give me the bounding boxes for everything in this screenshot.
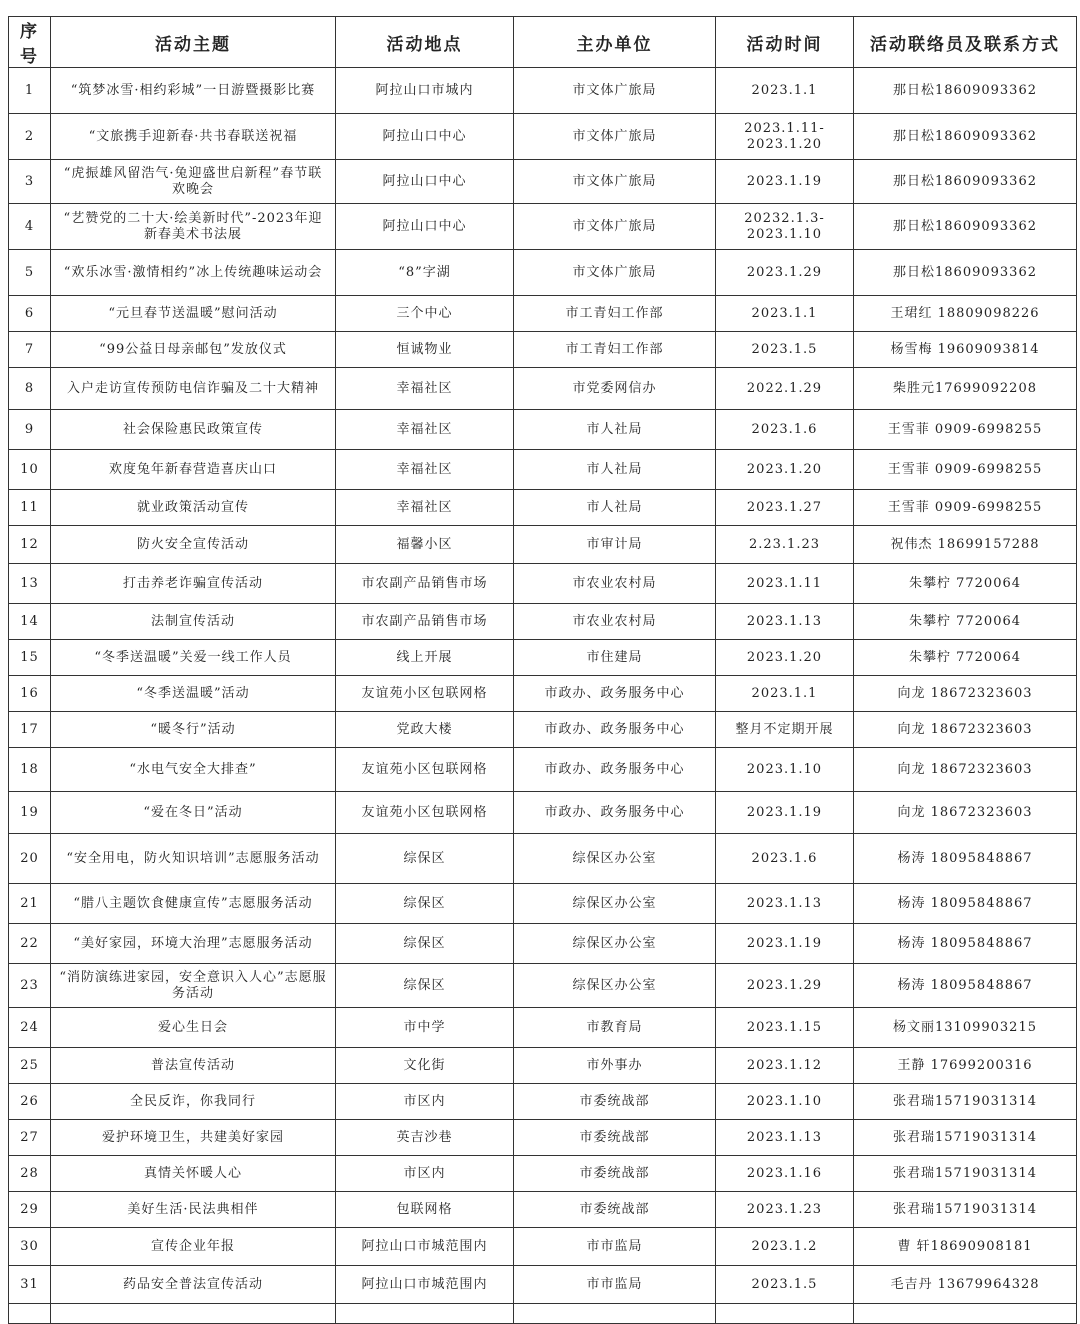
activity-contact: 曹 轩18690908181 — [854, 1228, 1077, 1266]
table-row — [9, 604, 1077, 640]
table-row — [9, 1084, 1077, 1120]
activity-time: 2022.1.29 — [716, 368, 854, 410]
activity-contact: 张君瑞15719031314 — [854, 1192, 1077, 1228]
activity-organizer: 市教育局 — [514, 1008, 716, 1048]
activity-organizer: 市政办、政务服务中心 — [514, 676, 716, 712]
activity-theme: 药品安全普法宣传活动 — [51, 1266, 336, 1304]
empty-cell — [336, 1304, 514, 1324]
activity-contact: 向龙 18672323603 — [854, 792, 1077, 834]
activity-theme: 全民反诈，你我同行 — [51, 1084, 336, 1120]
row-number: 12 — [9, 526, 51, 564]
activity-contact: 杨文丽13109903215 — [854, 1008, 1077, 1048]
row-number: 23 — [9, 964, 51, 1008]
activity-organizer: 市市监局 — [514, 1266, 716, 1304]
table-row — [9, 368, 1077, 410]
activity-organizer: 综保区办公室 — [514, 834, 716, 884]
activity-organizer: 市党委网信办 — [514, 368, 716, 410]
activity-organizer: 市文体广旅局 — [514, 160, 716, 204]
activity-theme: 法制宣传活动 — [51, 604, 336, 640]
activity-theme: “虎振雄风留浩气·兔迎盛世启新程”春节联欢晚会 — [51, 160, 336, 204]
activity-time: 2023.1.23 — [716, 1192, 854, 1228]
activity-contact: 祝伟杰 18699157288 — [854, 526, 1077, 564]
header-organizer: 主办单位 — [514, 17, 716, 68]
activity-organizer: 市委统战部 — [514, 1156, 716, 1192]
row-number: 16 — [9, 676, 51, 712]
empty-cell — [51, 1304, 336, 1324]
activity-theme: “筑梦冰雪·相约彩城”一日游暨摄影比赛 — [51, 68, 336, 114]
activity-contact: 杨涛 18095848867 — [854, 884, 1077, 924]
row-number: 19 — [9, 792, 51, 834]
activity-contact: 杨涛 18095848867 — [854, 964, 1077, 1008]
row-number: 9 — [9, 410, 51, 450]
activity-theme: 美好生活·民法典相伴 — [51, 1192, 336, 1228]
activity-time: 2023.1.13 — [716, 884, 854, 924]
activity-theme: “冬季送温暖”关爱一线工作人员 — [51, 640, 336, 676]
activity-organizer: 市政办、政务服务中心 — [514, 712, 716, 748]
activity-location: 幸福社区 — [336, 490, 514, 526]
activity-theme: “冬季送温暖”活动 — [51, 676, 336, 712]
row-number: 22 — [9, 924, 51, 964]
activity-contact: 那日松18609093362 — [854, 114, 1077, 160]
activity-time: 20232.1.3-2023.1.10 — [716, 204, 854, 250]
activity-location: 市农副产品销售市场 — [336, 564, 514, 604]
activity-time: 2023.1.5 — [716, 332, 854, 368]
table-row — [9, 204, 1077, 250]
activity-time: 2023.1.11 — [716, 564, 854, 604]
activity-contact: 王静 17699200316 — [854, 1048, 1077, 1084]
activity-theme: “99公益日母亲邮包”发放仪式 — [51, 332, 336, 368]
activity-location: 综保区 — [336, 924, 514, 964]
activity-location: 阿拉山口中心 — [336, 204, 514, 250]
table-row — [9, 1008, 1077, 1048]
activity-theme: 就业政策活动宣传 — [51, 490, 336, 526]
empty-cell — [854, 1304, 1077, 1324]
activity-time: 整月不定期开展 — [716, 712, 854, 748]
activity-contact: 向龙 18672323603 — [854, 748, 1077, 792]
table-row-partial — [9, 1304, 1077, 1324]
activity-contact: 那日松18609093362 — [854, 68, 1077, 114]
table-row — [9, 490, 1077, 526]
activity-location: 文化街 — [336, 1048, 514, 1084]
activity-contact: 毛吉丹 13679964328 — [854, 1266, 1077, 1304]
row-number: 20 — [9, 834, 51, 884]
activity-time: 2023.1.27 — [716, 490, 854, 526]
activity-time: 2023.1.1 — [716, 676, 854, 712]
activity-theme: 欢度兔年新春营造喜庆山口 — [51, 450, 336, 490]
row-number: 15 — [9, 640, 51, 676]
row-number: 27 — [9, 1120, 51, 1156]
activity-location: “8”字湖 — [336, 250, 514, 296]
header-no: 序号 — [9, 17, 51, 68]
table-row — [9, 68, 1077, 114]
activity-schedule-table — [8, 16, 1077, 1324]
activity-time: 2023.1.29 — [716, 964, 854, 1008]
activity-location: 阿拉山口市城范围内 — [336, 1228, 514, 1266]
activity-theme: “美好家园，环境大治理”志愿服务活动 — [51, 924, 336, 964]
activity-organizer: 市文体广旅局 — [514, 114, 716, 160]
activity-contact: 杨雪梅 19609093814 — [854, 332, 1077, 368]
activity-theme: 爱心生日会 — [51, 1008, 336, 1048]
row-number: 26 — [9, 1084, 51, 1120]
activity-organizer: 综保区办公室 — [514, 884, 716, 924]
table-row — [9, 748, 1077, 792]
activity-location: 三个中心 — [336, 296, 514, 332]
activity-time: 2023.1.10 — [716, 748, 854, 792]
activity-time: 2023.1.15 — [716, 1008, 854, 1048]
activity-location: 英吉沙巷 — [336, 1120, 514, 1156]
activity-contact: 柴胜元17699092208 — [854, 368, 1077, 410]
activity-location: 市中学 — [336, 1008, 514, 1048]
row-number: 31 — [9, 1266, 51, 1304]
row-number: 14 — [9, 604, 51, 640]
table-row — [9, 526, 1077, 564]
activity-contact: 杨涛 18095848867 — [854, 924, 1077, 964]
activity-time: 2023.1.20 — [716, 450, 854, 490]
activity-location: 友谊苑小区包联网格 — [336, 748, 514, 792]
activity-time: 2023.1.19 — [716, 924, 854, 964]
activity-organizer: 市文体广旅局 — [514, 204, 716, 250]
row-number: 25 — [9, 1048, 51, 1084]
activity-theme: 爱护环境卫生，共建美好家园 — [51, 1120, 336, 1156]
activity-time: 2023.1.16 — [716, 1156, 854, 1192]
activity-organizer: 市政办、政务服务中心 — [514, 748, 716, 792]
row-number: 10 — [9, 450, 51, 490]
activity-time: 2023.1.10 — [716, 1084, 854, 1120]
activity-organizer: 市文体广旅局 — [514, 250, 716, 296]
row-number: 11 — [9, 490, 51, 526]
row-number: 5 — [9, 250, 51, 296]
activity-organizer: 市审计局 — [514, 526, 716, 564]
activity-location: 市区内 — [336, 1156, 514, 1192]
table-row — [9, 676, 1077, 712]
table-row — [9, 250, 1077, 296]
header-theme: 活动主题 — [51, 17, 336, 68]
activity-location: 阿拉山口中心 — [336, 114, 514, 160]
activity-organizer: 市工青妇工作部 — [514, 332, 716, 368]
activity-organizer: 市委统战部 — [514, 1120, 716, 1156]
activity-contact: 向龙 18672323603 — [854, 676, 1077, 712]
table-row — [9, 640, 1077, 676]
row-number: 8 — [9, 368, 51, 410]
activity-organizer: 市住建局 — [514, 640, 716, 676]
activity-time: 2023.1.2 — [716, 1228, 854, 1266]
table-row — [9, 410, 1077, 450]
activity-contact: 张君瑞15719031314 — [854, 1156, 1077, 1192]
activity-time: 2023.1.5 — [716, 1266, 854, 1304]
table-row — [9, 1120, 1077, 1156]
activity-time: 2023.1.1 — [716, 296, 854, 332]
activity-organizer: 市人社局 — [514, 410, 716, 450]
table-row — [9, 450, 1077, 490]
row-number: 1 — [9, 68, 51, 114]
activity-theme: 防火安全宣传活动 — [51, 526, 336, 564]
activity-time: 2023.1.12 — [716, 1048, 854, 1084]
activity-organizer: 市农业农村局 — [514, 604, 716, 640]
activity-location: 综保区 — [336, 834, 514, 884]
table-row — [9, 564, 1077, 604]
table-row — [9, 160, 1077, 204]
activity-theme: “水电气安全大排查” — [51, 748, 336, 792]
table-row — [9, 1156, 1077, 1192]
table-row — [9, 924, 1077, 964]
row-number: 30 — [9, 1228, 51, 1266]
activity-organizer: 综保区办公室 — [514, 964, 716, 1008]
activity-contact: 朱攀柠 7720064 — [854, 604, 1077, 640]
activity-organizer: 市农业农村局 — [514, 564, 716, 604]
activity-location: 线上开展 — [336, 640, 514, 676]
table-row — [9, 834, 1077, 884]
table-row — [9, 964, 1077, 1008]
row-number: 6 — [9, 296, 51, 332]
activity-theme: 入户走访宣传预防电信诈骗及二十大精神 — [51, 368, 336, 410]
activity-organizer: 市文体广旅局 — [514, 68, 716, 114]
activity-theme: 打击养老诈骗宣传活动 — [51, 564, 336, 604]
activity-time: 2023.1.29 — [716, 250, 854, 296]
row-number: 29 — [9, 1192, 51, 1228]
activity-location: 幸福社区 — [336, 450, 514, 490]
activity-theme: “安全用电，防火知识培训”志愿服务活动 — [51, 834, 336, 884]
activity-contact: 那日松18609093362 — [854, 204, 1077, 250]
header-location: 活动地点 — [336, 17, 514, 68]
table-row — [9, 296, 1077, 332]
activity-organizer: 市政办、政务服务中心 — [514, 792, 716, 834]
empty-cell — [9, 1304, 51, 1324]
activity-contact: 向龙 18672323603 — [854, 712, 1077, 748]
activity-theme: 普法宣传活动 — [51, 1048, 336, 1084]
activity-organizer: 市市监局 — [514, 1228, 716, 1266]
activity-time: 2023.1.13 — [716, 1120, 854, 1156]
activity-theme: “元旦春节送温暖”慰问活动 — [51, 296, 336, 332]
empty-cell — [514, 1304, 716, 1324]
activity-location: 恒诚物业 — [336, 332, 514, 368]
activity-contact: 王雪菲 0909-6998255 — [854, 450, 1077, 490]
activity-contact: 朱攀柠 7720064 — [854, 640, 1077, 676]
activity-contact: 张君瑞15719031314 — [854, 1084, 1077, 1120]
table-row — [9, 1228, 1077, 1266]
activity-organizer: 市委统战部 — [514, 1192, 716, 1228]
activity-organizer: 市工青妇工作部 — [514, 296, 716, 332]
activity-location: 党政大楼 — [336, 712, 514, 748]
activity-time: 2023.1.1 — [716, 68, 854, 114]
activity-location: 包联网格 — [336, 1192, 514, 1228]
table-row — [9, 884, 1077, 924]
activity-time: 2.23.1.23 — [716, 526, 854, 564]
activity-organizer: 市人社局 — [514, 490, 716, 526]
activity-organizer: 综保区办公室 — [514, 924, 716, 964]
empty-cell — [716, 1304, 854, 1324]
header-contact: 活动联络员及联系方式 — [854, 17, 1077, 68]
activity-organizer: 市外事办 — [514, 1048, 716, 1084]
activity-theme: “欢乐冰雪·激情相约”冰上传统趣味运动会 — [51, 250, 336, 296]
activity-time: 2023.1.6 — [716, 834, 854, 884]
table-row — [9, 1192, 1077, 1228]
activity-contact: 张君瑞15719031314 — [854, 1120, 1077, 1156]
activity-theme: “腊八主题饮食健康宣传”志愿服务活动 — [51, 884, 336, 924]
row-number: 7 — [9, 332, 51, 368]
activity-contact: 杨涛 18095848867 — [854, 834, 1077, 884]
activity-contact: 王珺红 18809098226 — [854, 296, 1077, 332]
activity-theme: 真情关怀暖人心 — [51, 1156, 336, 1192]
activity-contact: 朱攀柠 7720064 — [854, 564, 1077, 604]
table-row — [9, 1266, 1077, 1304]
table-row — [9, 1048, 1077, 1084]
row-number: 3 — [9, 160, 51, 204]
activity-contact: 那日松18609093362 — [854, 160, 1077, 204]
activity-time: 2023.1.6 — [716, 410, 854, 450]
activity-location: 市区内 — [336, 1084, 514, 1120]
activity-organizer: 市人社局 — [514, 450, 716, 490]
row-number: 18 — [9, 748, 51, 792]
activity-organizer: 市委统战部 — [514, 1084, 716, 1120]
row-number: 21 — [9, 884, 51, 924]
activity-time: 2023.1.19 — [716, 160, 854, 204]
activity-theme: “艺赞党的二十大·绘美新时代”-2023年迎新春美术书法展 — [51, 204, 336, 250]
activity-time: 2023.1.13 — [716, 604, 854, 640]
activity-theme: “文旅携手迎新春·共书春联送祝福 — [51, 114, 336, 160]
activity-theme: 社会保险惠民政策宣传 — [51, 410, 336, 450]
activity-location: 阿拉山口市城内 — [336, 68, 514, 114]
table-row — [9, 712, 1077, 748]
activity-location: 阿拉山口市城范围内 — [336, 1266, 514, 1304]
activity-location: 综保区 — [336, 964, 514, 1008]
activity-time: 2023.1.19 — [716, 792, 854, 834]
row-number: 24 — [9, 1008, 51, 1048]
activity-time: 2023.1.11-2023.1.20 — [716, 114, 854, 160]
activity-location: 幸福社区 — [336, 410, 514, 450]
activity-location: 福馨小区 — [336, 526, 514, 564]
activity-location: 综保区 — [336, 884, 514, 924]
activity-contact: 那日松18609093362 — [854, 250, 1077, 296]
activity-location: 幸福社区 — [336, 368, 514, 410]
row-number: 4 — [9, 204, 51, 250]
table-row — [9, 792, 1077, 834]
row-number: 13 — [9, 564, 51, 604]
activity-theme: 宣传企业年报 — [51, 1228, 336, 1266]
row-number: 28 — [9, 1156, 51, 1192]
table-row — [9, 114, 1077, 160]
row-number: 17 — [9, 712, 51, 748]
row-number: 2 — [9, 114, 51, 160]
activity-location: 市农副产品销售市场 — [336, 604, 514, 640]
activity-theme: “暖冬行”活动 — [51, 712, 336, 748]
header-row — [9, 17, 1077, 68]
activity-location: 友谊苑小区包联网格 — [336, 792, 514, 834]
activity-theme: “爱在冬日”活动 — [51, 792, 336, 834]
activity-contact: 王雪菲 0909-6998255 — [854, 490, 1077, 526]
activity-location: 友谊苑小区包联网格 — [336, 676, 514, 712]
activity-theme: “消防演练进家园，安全意识入人心”志愿服务活动 — [51, 964, 336, 1008]
header-time: 活动时间 — [716, 17, 854, 68]
activity-contact: 王雪菲 0909-6998255 — [854, 410, 1077, 450]
table-row — [9, 332, 1077, 368]
activity-time: 2023.1.20 — [716, 640, 854, 676]
activity-location: 阿拉山口中心 — [336, 160, 514, 204]
